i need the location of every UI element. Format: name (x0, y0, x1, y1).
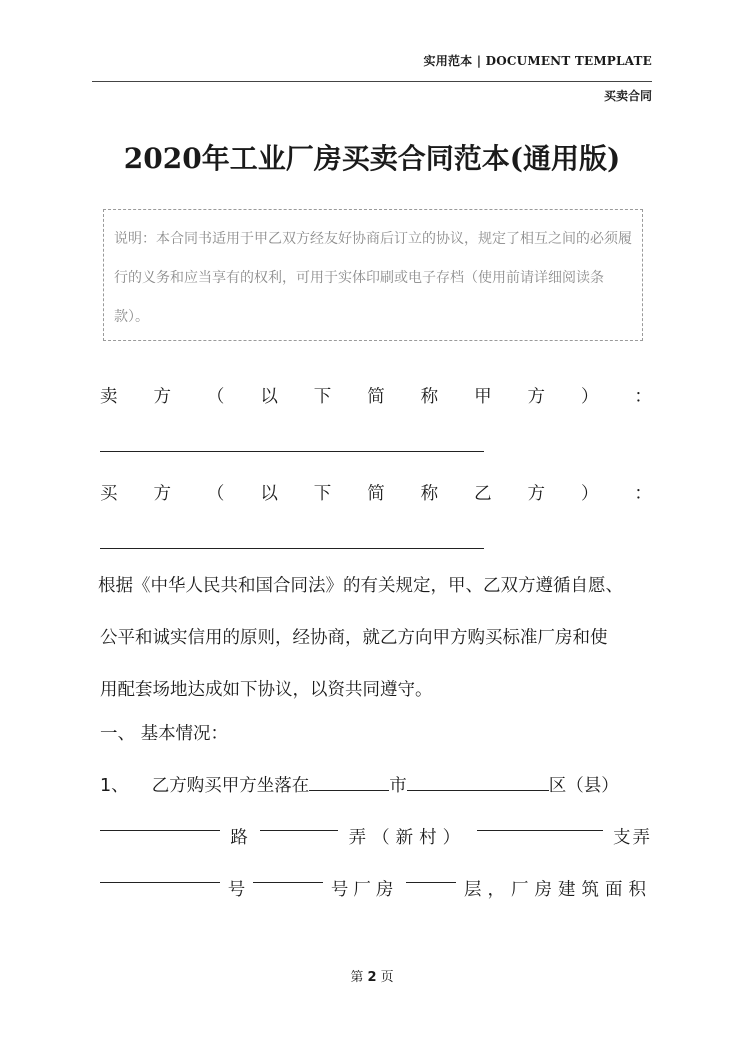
seller-char: ） (580, 387, 599, 407)
description-box: 说明：本合同书适用于甲乙双方经友好协商后订立的协议，规定了相互之间的必须履行的义务和应当享有的权利，可用于实体印刷或电子存档（使用前请详细阅读条款）。 (103, 209, 643, 341)
seller-line (100, 383, 652, 408)
branch-label: 支弄 (612, 828, 652, 848)
intro-line: 根据《中华人民共和国合同法》的有关规定，甲、乙双方遵循自愿、 (98, 576, 623, 596)
road-blank[interactable] (100, 812, 220, 831)
seller-char: ： (634, 387, 652, 407)
seller-char: 方 (527, 387, 545, 407)
seller-blank[interactable] (100, 451, 484, 452)
section-heading: 一、 基本情况： (100, 724, 229, 744)
buyer-line (100, 480, 652, 505)
intro-line: 用配套场地达成如下协议，以资共同遵守。 (100, 680, 433, 700)
number-blank[interactable] (100, 864, 220, 883)
floor-label: 层，厂房建筑面积 (463, 880, 652, 900)
page-number: 2 (367, 970, 377, 985)
buyer-char: 买 (100, 484, 118, 504)
clause-lead: 乙方购买甲方坐落在 (151, 776, 310, 796)
buyer-char: （ (206, 484, 225, 504)
seller-char: 称 (420, 387, 439, 407)
lane-blank[interactable] (260, 812, 338, 831)
page-footer (0, 966, 744, 985)
seller-char: 卖 (100, 387, 118, 407)
header-title: 实用范本 | DOCUMENT TEMPLATE (423, 54, 652, 68)
buyer-char: ） (580, 484, 599, 504)
buyer-char: 方 (153, 484, 171, 504)
seller-char: 下 (313, 387, 332, 407)
buyer-char: 方 (527, 484, 545, 504)
intro-paragraph (100, 560, 652, 716)
lane-label: 弄（新村） (348, 828, 467, 848)
seller-char: 方 (153, 387, 171, 407)
district-blank[interactable] (407, 772, 549, 791)
seller-char: 以 (260, 387, 278, 407)
floor-blank[interactable] (406, 864, 456, 883)
factory-number-blank[interactable] (253, 864, 323, 883)
buyer-blank[interactable] (100, 548, 484, 549)
intro-line: 公平和诚实信用的原则，经协商，就乙方向甲方购买标准厂房和使 (100, 628, 608, 648)
buyer-char: 以 (260, 484, 278, 504)
document-title: 2020年工业厂房买卖合同范本(通用版) (123, 142, 621, 175)
clause-line (100, 864, 652, 916)
road-label: 路 (230, 828, 250, 848)
factory-label: 号厂房 (330, 880, 399, 900)
footer-prefix: 第 (350, 970, 364, 985)
number-label: 号 (227, 880, 246, 900)
seller-char: 甲 (474, 387, 492, 407)
city-label: 市 (389, 776, 407, 796)
buyer-char: 下 (313, 484, 332, 504)
clause-1 (100, 760, 652, 916)
district-label: 区（县） (548, 776, 619, 796)
seller-char: 简 (367, 387, 385, 407)
clause-number: 1、 (100, 776, 129, 796)
branch-blank[interactable] (477, 812, 603, 831)
buyer-char: 乙 (474, 484, 492, 504)
buyer-char: 简 (367, 484, 385, 504)
city-blank[interactable] (309, 772, 389, 791)
clause-line (100, 812, 652, 864)
seller-char: （ (206, 387, 225, 407)
clause-line (100, 760, 652, 812)
footer-suffix: 页 (380, 970, 394, 985)
header-category: 买卖合同 (603, 89, 652, 103)
buyer-char: ： (634, 484, 652, 504)
header-divider (92, 81, 652, 82)
buyer-char: 称 (420, 484, 439, 504)
